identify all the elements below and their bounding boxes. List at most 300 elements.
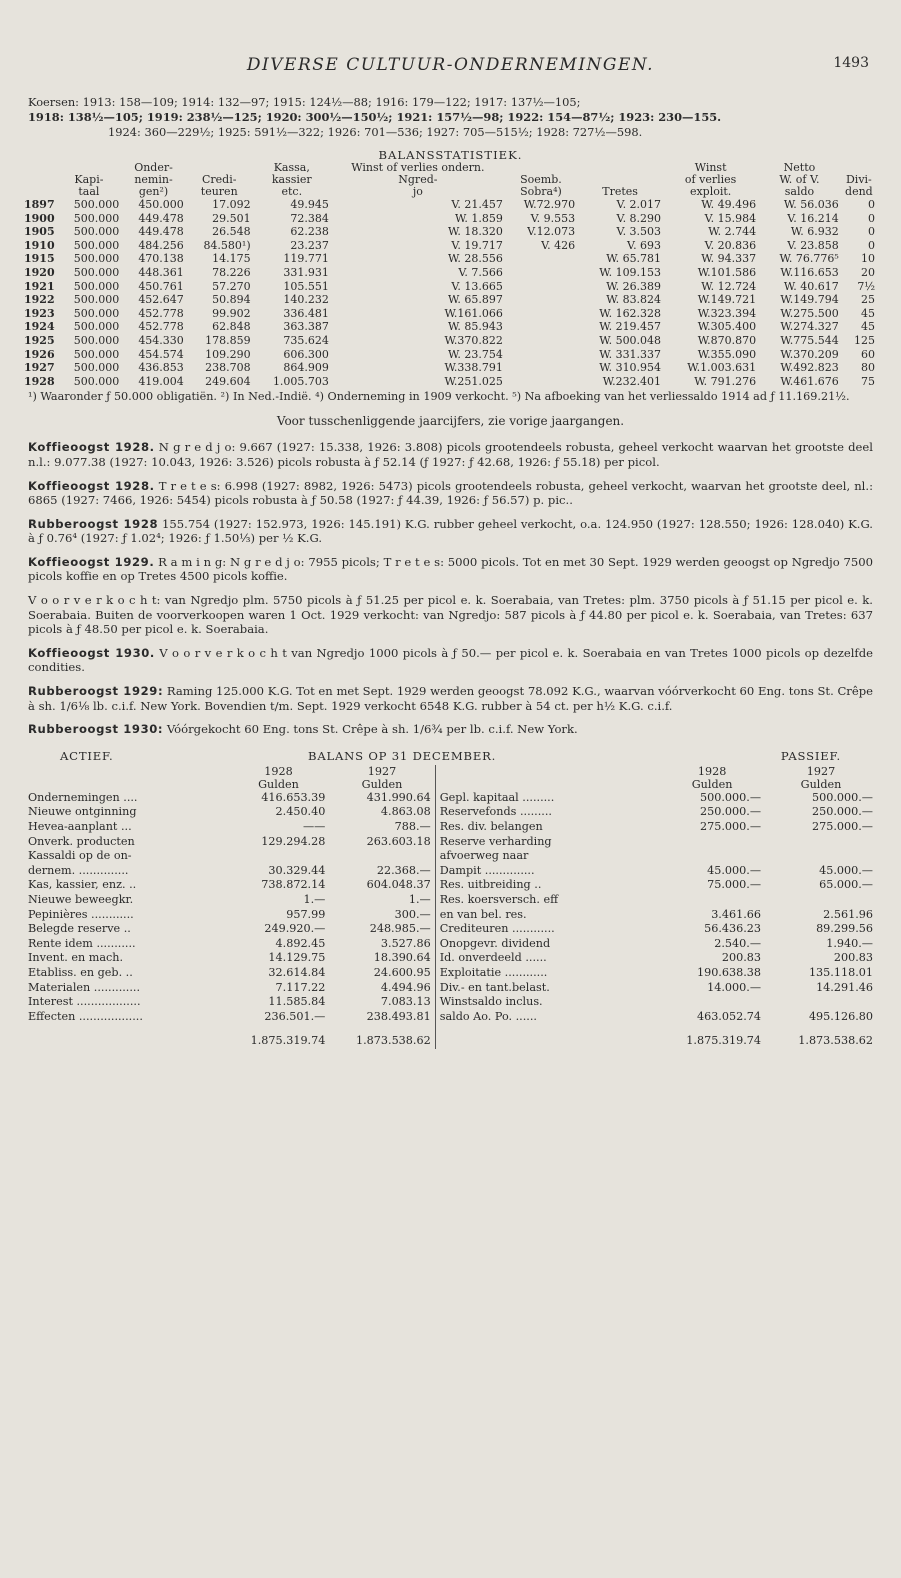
paragraph	[28, 440, 873, 469]
value-cell: 140.232	[283, 293, 329, 307]
value-cell: W. 109.153	[599, 265, 662, 279]
table-row	[24, 198, 877, 212]
value-cell: 75	[861, 374, 875, 388]
value-cell: 450.761	[138, 279, 184, 293]
value-cell: V. 23.858	[787, 238, 839, 252]
value-cell: W. 310.954	[599, 361, 662, 375]
balans-cell	[659, 849, 765, 864]
balans-cell: Winstsaldo inclus.	[435, 995, 659, 1010]
balans-total-row	[24, 1024, 877, 1049]
value-cell: W.370.209	[780, 347, 839, 361]
value-cell: W.72.970	[523, 198, 576, 211]
balans-cell	[228, 849, 330, 864]
balans-cell	[24, 778, 228, 791]
balans-cell: Gepl. kapitaal .........	[435, 791, 659, 806]
value-cell: W.492.823	[780, 361, 839, 375]
page-header	[20, 55, 881, 95]
balans-cell: saldo Ao. Po. ......	[435, 1010, 659, 1025]
value-cell: W. 26.389	[606, 279, 662, 293]
balans-year-row	[24, 765, 877, 778]
value-cell	[505, 252, 577, 266]
balans-cell: 957.99	[286, 907, 326, 921]
value-cell: V. 2.017	[616, 198, 662, 211]
table-row	[24, 922, 877, 937]
value-cell: V. 21.457	[451, 198, 503, 211]
value-cell: 29.501	[212, 211, 251, 225]
koersen-line: Koersen: 1913: 158—109; 1914: 132—97; 1915: 124½—88; 1916: 179—122; 1917: 137½—105;	[28, 95, 581, 109]
value-cell: W. 2.744	[708, 225, 757, 239]
table-row	[24, 893, 877, 908]
value-cell: 500.000	[73, 225, 120, 239]
balans-cell: Rente idem ...........	[28, 936, 136, 950]
value-cell: 500.000	[73, 361, 120, 375]
value-cell: 454.330	[138, 333, 184, 347]
value-cell: W. 85.943	[447, 320, 503, 334]
page	[0, 55, 901, 1578]
balans-cell: 495.126.80	[808, 1009, 873, 1023]
balans-cell: 2.450.40	[275, 805, 326, 819]
value-cell: 72.384	[290, 211, 329, 225]
balans-cell: Res. div. belangen	[435, 820, 659, 835]
year-cell: 1927	[24, 361, 55, 375]
balans-cell: Kas, kassier, enz. ..	[28, 878, 137, 892]
value-cell: 10	[861, 252, 875, 266]
value-cell: W.149.794	[780, 293, 839, 307]
balans-cell: afvoerweg naar	[435, 849, 659, 864]
value-cell: 60	[861, 347, 875, 361]
value-cell: 500.000	[73, 347, 120, 361]
year-cell: 1915	[24, 252, 55, 266]
value-cell: 452.778	[138, 320, 184, 334]
value-cell: W. 331.337	[599, 347, 662, 361]
table-row	[24, 908, 877, 923]
value-cell: 500.000	[73, 374, 120, 388]
paragraph-text: R a m i n g: N g r e d j o: 7955 picols; T r e t e s: 5000 picols. Tot en met 30 Sept. 1929 werden geoogst op Ngredjo 7500 picols koffie en op Tretes 4500 picols koffie.	[28, 554, 873, 584]
balans-cell: Interest ..................	[28, 995, 141, 1009]
stat-header-cell: Tretes	[602, 185, 638, 198]
value-cell: 62.238	[290, 225, 329, 239]
balans-cell: Gulden	[800, 777, 842, 791]
value-cell: 500.000	[73, 238, 120, 252]
value-cell: 331.931	[283, 265, 329, 279]
value-cell: 500.000	[73, 293, 120, 307]
value-cell	[505, 280, 577, 294]
balans-cell: 24.600.95	[373, 965, 431, 979]
balans-cell: 45.000.—	[819, 863, 873, 877]
value-cell: W.775.544	[780, 333, 839, 347]
value-cell: 864.909	[283, 361, 329, 375]
value-cell: W. 49.496	[701, 198, 757, 211]
balans-cell: 75.000.—	[707, 878, 762, 892]
value-cell: W. 1.859	[454, 211, 503, 225]
value-cell: 606.300	[283, 347, 329, 361]
balans-cell: 3.461.66	[711, 907, 762, 921]
year-cell: 1925	[24, 333, 55, 347]
balans-cell: Id. onverdeeld ......	[435, 951, 659, 966]
value-cell: 0	[868, 225, 875, 239]
stat-header-cell: Onder- nemin- gen²)	[134, 161, 173, 198]
value-cell: 45	[861, 320, 875, 334]
value-cell: W.116.653	[780, 265, 839, 279]
balans-cell: Gulden	[361, 777, 403, 791]
actief-label: ACTIEF.	[60, 748, 114, 763]
paragraph-text: V o o r v e r k o c h t: van Ngredjo plm. 5750 picols à ƒ 51.25 per picol e. k. Soerabaia, van Tretes: plm. 3750 picols à ƒ 51.15 per picol e. k. Soerabaia. Buiten de voorverkoopen waren 1 Oct. 1929 verkocht: van Ngredjo: 587 picols à ƒ 44.80 per picol e. k. Soerabaia, van Tretes: 637 picols à ƒ 48.50 per picol e. k. Soerabaia.	[28, 593, 873, 637]
balans-cell: 788.—	[394, 820, 431, 833]
balans-cell: 7.083.13	[380, 995, 431, 1009]
value-cell: 238.708	[205, 361, 251, 375]
balans-cell: 416.653.39	[261, 790, 326, 804]
value-cell: 450.000	[138, 198, 184, 211]
paragraph-title: Koffieoogst 1930.	[28, 645, 155, 660]
value-cell: 336.481	[283, 306, 329, 320]
year-cell: 1928	[24, 374, 55, 388]
koersen-text	[28, 95, 873, 140]
value-cell: 436.853	[138, 361, 184, 375]
balans-cell	[659, 893, 765, 908]
value-cell: W.323.394	[697, 306, 757, 320]
value-cell: 363.387	[283, 320, 329, 334]
value-cell	[505, 348, 577, 362]
table-row	[24, 864, 877, 879]
balans-cell	[765, 995, 877, 1010]
value-cell: 119.771	[283, 252, 329, 266]
value-cell: 448.361	[138, 265, 184, 279]
value-cell: 49.945	[290, 198, 329, 211]
balans-cell: 238.493.81	[366, 1009, 431, 1023]
paragraph	[28, 593, 873, 637]
balans-cell: 45.000.—	[707, 863, 762, 877]
value-cell: W.274.327	[780, 320, 839, 334]
balans-cell	[435, 778, 659, 791]
value-cell: 84.580¹)	[203, 238, 251, 252]
value-cell	[505, 320, 577, 334]
value-cell: W.338.791	[444, 361, 503, 375]
balans-cell: 500.000.—	[700, 790, 762, 804]
value-cell	[505, 375, 577, 389]
balans-cell: 4.863.08	[380, 805, 431, 819]
balans-cell: 1.875.319.74	[686, 1034, 762, 1048]
balans-cell: 1.—	[408, 892, 431, 906]
balans-cell: 463.052.74	[696, 1009, 762, 1023]
koersen-line: 1918: 138½—105; 1919: 238½—125; 1920: 300½—150½; 1921: 157½—98; 1922: 154—87½; 1923: 230—155.	[28, 110, 722, 124]
value-cell: W. 219.457	[599, 320, 662, 334]
value-cell: 500.000	[73, 265, 120, 279]
table-row	[24, 320, 877, 334]
balans-cell: 65.000.—	[819, 878, 873, 892]
value-cell: W. 500.048	[599, 333, 662, 347]
value-cell: W. 6.932	[790, 225, 839, 239]
table-row	[24, 849, 877, 864]
balans-cell: 1.940.—	[826, 936, 873, 950]
value-cell: 17.092	[212, 198, 251, 211]
balans-cell: Onverk. producten	[28, 834, 135, 848]
balans-cell	[765, 835, 877, 850]
balans-title: BALANS OP 31 DECEMBER.	[308, 748, 497, 763]
value-cell: W.305.400	[697, 320, 757, 334]
value-cell: 500.000	[73, 320, 120, 334]
balans-cell: 738.872.14	[261, 878, 326, 892]
balans-cell: Reserve verharding	[435, 835, 659, 850]
stat-header-cell: Netto W. of V. saldo	[779, 161, 820, 198]
stat-header-cell: Credi- teuren	[200, 173, 238, 198]
stat-header-cell: Soemb. Sobra⁴)	[520, 173, 562, 198]
balans-cell	[765, 893, 877, 908]
value-cell: W. 56.036	[783, 198, 839, 211]
balans-cell: Pepinières ............	[28, 907, 134, 921]
page-title: DIVERSE CULTUUR-ONDERNEMINGEN.	[246, 55, 655, 75]
table-row	[24, 951, 877, 966]
value-cell: 23.237	[290, 238, 329, 252]
value-cell: W.232.401	[602, 374, 662, 388]
balans-cell: 3.527.86	[380, 936, 431, 950]
value-cell: 0	[868, 211, 875, 225]
table-row	[24, 375, 877, 389]
balans-cell: Gulden	[258, 777, 299, 791]
stat-header-cell: Kassa, kassier etc.	[271, 161, 312, 198]
balans-cell: 135.118.01	[808, 965, 873, 979]
balans-header	[20, 749, 881, 765]
value-cell: 500.000	[73, 306, 120, 320]
value-cell	[505, 307, 577, 321]
value-cell: W.251.025	[444, 374, 503, 388]
balansstatistiek-table	[24, 162, 877, 388]
value-cell: W. 12.724	[701, 279, 757, 293]
balans-cell: 2.561.96	[823, 907, 873, 921]
stat-header-cell: Winst of verlies ondern. Ngred- jo	[351, 161, 485, 198]
value-cell: 449.478	[138, 211, 184, 225]
balans-cell: 236.501.—	[264, 1009, 326, 1023]
value-cell: W. 83.824	[606, 293, 662, 307]
table-row	[24, 995, 877, 1010]
value-cell: W.275.500	[780, 306, 839, 320]
balans-cell	[435, 765, 659, 778]
value-cell: W.355.090	[697, 347, 757, 361]
stat-header-cell: Winst of verlies exploit.	[684, 161, 737, 198]
paragraph-text: 155.754 (1927: 152.973, 1926: 145.191) K.G. rubber geheel verkocht, o.a. 124.950 (1927: 128.550; 1926: 128.040) K.G. à ƒ 0.76⁴ (1927: ƒ 1.02⁴; 1926: ƒ 1.50⅓) per ½ K.G.	[28, 516, 873, 546]
balans-cell: 1.873.538.62	[355, 1034, 431, 1048]
balans-cell: Reservefonds .........	[435, 805, 659, 820]
value-cell: V. 16.214	[787, 211, 839, 225]
table-row	[24, 805, 877, 820]
value-cell: 125	[854, 333, 875, 347]
value-cell: 20	[861, 265, 875, 279]
value-cell: 78.226	[212, 265, 251, 279]
balans-cell: 129.294.28	[261, 834, 326, 848]
balansstatistiek-title: BALANSSTATISTIEK.	[378, 148, 523, 162]
balans-cell: Belegde reserve ..	[28, 922, 131, 936]
year-cell: 1905	[24, 225, 55, 239]
table-row	[24, 348, 877, 362]
value-cell: 452.778	[138, 306, 184, 320]
balans-cell: Effecten ..................	[28, 1009, 143, 1023]
balans-section	[20, 749, 881, 1049]
value-cell: W. 23.754	[447, 347, 503, 361]
paragraph-text: N g r e d j o: 9.667 (1927: 15.338, 1926: 3.808) picols grootendeels robusta, geheel verkocht waarvan het grootste deel n.l.: 9.077.38 (1927: 10.043, 1926: 3.526) picols robusta à ƒ 52.14 (ƒ 1927: ƒ 42.68, 1926: ƒ 55.18) per picol.	[28, 440, 873, 469]
value-cell: W.370.822	[444, 333, 503, 347]
value-cell: 80	[861, 361, 875, 375]
value-cell: 500.000	[73, 333, 120, 347]
balans-cell: Ondernemingen ....	[28, 790, 138, 804]
table-row	[24, 878, 877, 893]
value-cell: V. 13.665	[451, 279, 503, 293]
table-row	[24, 266, 877, 280]
balans-cell	[24, 765, 228, 778]
balans-cell: 14.000.—	[707, 980, 762, 994]
value-cell: 500.000	[73, 198, 120, 211]
paragraph-title: Koffieoogst 1928.	[28, 478, 155, 493]
balans-cell: 248.985.—	[369, 922, 431, 936]
balans-cell: 250.000.—	[700, 805, 762, 819]
value-cell: W.149.721	[697, 293, 757, 307]
year-cell: 1924	[24, 320, 55, 334]
value-cell: 500.000	[73, 252, 120, 266]
value-cell: 45	[861, 306, 875, 320]
value-cell: 178.859	[205, 333, 251, 347]
balans-cell: Etabliss. en geb. ..	[28, 965, 133, 979]
footnotes: ¹) Waaronder ƒ 50.000 obligatiën. ²) In Ned.-Indië. ⁴) Onderneming in 1909 verkocht. ⁵) Na afboeking van het verliessaldo 1914 ad ƒ 11.169.21½.	[28, 390, 850, 404]
table-row	[24, 791, 877, 806]
balans-cell: 2.540.—	[714, 936, 762, 950]
balans-cell: Nieuwe ontginning	[28, 805, 137, 819]
balans-cell: 89.299.56	[816, 922, 873, 936]
balans-cell: 56.436.23	[704, 922, 762, 936]
value-cell: V. 7.566	[458, 265, 503, 279]
paragraph-title: Koffieoogst 1929.	[28, 554, 155, 569]
balans-cell: Materialen .............	[28, 980, 141, 994]
value-cell: W.461.676	[780, 374, 839, 388]
balans-cell: 7.117.22	[275, 980, 326, 994]
paragraph-title: Rubberoogst 1928	[28, 516, 159, 531]
balans-cell: 1928	[697, 764, 727, 778]
value-cell: V. 19.717	[451, 238, 503, 252]
value-cell: W. 162.328	[599, 306, 662, 320]
value-cell	[505, 361, 577, 375]
value-cell: V. 426	[541, 238, 576, 252]
value-cell: W.870.870	[697, 333, 757, 347]
balans-cell: 200.83	[721, 951, 762, 965]
table-row	[24, 981, 877, 996]
balans-cell: 200.83	[833, 951, 873, 965]
balans-cell: 14.291.46	[816, 980, 873, 994]
value-cell: W. 76.776⁵	[779, 252, 839, 266]
balans-cell: 1.—	[303, 892, 326, 906]
table-row	[24, 239, 877, 253]
table-row	[24, 252, 877, 266]
balans-cell: ——	[302, 820, 326, 833]
balans-cell: 1928	[264, 764, 293, 778]
table-row	[24, 1010, 877, 1025]
value-cell	[505, 293, 577, 307]
table-row	[24, 820, 877, 835]
balans-cell: Dampit ..............	[435, 864, 659, 879]
value-cell: 26.548	[212, 225, 251, 239]
balans-cell: 604.048.37	[366, 878, 431, 892]
value-cell: 0	[868, 238, 875, 252]
value-cell: 249.604	[205, 374, 251, 388]
balans-cell	[765, 849, 877, 864]
value-cell: 470.138	[138, 252, 184, 266]
value-cell: W. 791.276	[694, 374, 757, 388]
balans-cell: 1927	[806, 764, 836, 778]
stat-header-cell	[24, 162, 57, 198]
balans-cell: 22.368.—	[376, 863, 431, 877]
value-cell: 25	[861, 293, 875, 307]
paragraph-text: T r e t e s: 6.998 (1927: 8982, 1926: 5473) picols grootendeels robusta, geheel verkocht, waarvan het grootste deel, nl.: 6865 (1927: 7466, 1926: 5454) picols robusta à ƒ 50.58 (1927: ƒ 44.39, 1926: ƒ 56.57) p. pic..	[28, 478, 873, 508]
year-cell: 1910	[24, 238, 55, 252]
balans-cell: Hevea-aanplant ...	[28, 820, 132, 833]
balans-cell: Invent. en mach.	[28, 951, 124, 965]
stat-header-row	[24, 162, 877, 198]
value-cell	[505, 266, 577, 280]
balans-cell: 18.390.64	[373, 951, 431, 965]
year-cell: 1922	[24, 293, 55, 307]
value-cell: W. 40.617	[783, 279, 839, 293]
balans-cell: 249.920.—	[264, 922, 326, 936]
balans-cell: 275.000.—	[811, 820, 873, 833]
table-row	[24, 307, 877, 321]
value-cell: 500.000	[73, 211, 120, 225]
balans-cell: Nieuwe beweegkr.	[28, 892, 134, 906]
value-cell: V.12.073	[527, 225, 576, 239]
balans-cell: 4.892.45	[275, 936, 326, 950]
balans-cell	[24, 1024, 228, 1049]
value-cell: 109.290	[205, 347, 251, 361]
value-cell: 500.000	[73, 279, 120, 293]
table-row	[24, 225, 877, 239]
paragraph	[28, 646, 873, 675]
table-row	[24, 293, 877, 307]
paragraphs	[20, 440, 881, 737]
balans-cell	[659, 835, 765, 850]
table-row	[24, 966, 877, 981]
value-cell: 7½	[857, 279, 875, 293]
value-cell: W. 18.320	[447, 225, 503, 239]
passief-label: PASSIEF.	[780, 748, 841, 763]
value-cell: W. 65.781	[606, 252, 662, 266]
value-cell: 452.647	[138, 293, 184, 307]
value-cell: V. 20.836	[704, 238, 757, 252]
paragraph	[28, 722, 873, 737]
koersen-line: 1924: 360—229½; 1925: 591½—322; 1926: 701—536; 1927: 705—515½; 1928: 727½—598.	[108, 125, 643, 139]
value-cell: 50.894	[212, 293, 251, 307]
paragraph-text: V o o r v e r k o c h t van Ngredjo 1000 picols à ƒ 50.— per picol e. k. Soerabaia en van Tretes 1000 picols op dezelfde condities.	[28, 645, 873, 675]
year-cell: 1926	[24, 347, 55, 361]
page-number: 1493	[833, 55, 869, 71]
value-cell: 484.256	[138, 238, 184, 252]
paragraph	[28, 684, 873, 713]
value-cell: 1.005.703	[272, 374, 329, 388]
balans-cell: Onopgevr. dividend	[435, 937, 659, 952]
balans-cell: 500.000.—	[811, 790, 873, 804]
value-cell: 99.902	[212, 306, 251, 320]
value-cell: 57.270	[212, 279, 251, 293]
table-row	[24, 361, 877, 375]
balans-cell: dernem. ..............	[28, 863, 129, 877]
balans-cell: 250.000.—	[811, 805, 873, 819]
balans-cell: 30.329.44	[268, 863, 326, 877]
value-cell: V. 15.984	[704, 211, 757, 225]
balans-cell: Div.- en tant.belast.	[435, 981, 659, 996]
balans-cell: 1.873.538.62	[798, 1034, 873, 1048]
value-cell: 735.624	[283, 333, 329, 347]
table-row	[24, 835, 877, 850]
balans-cell	[659, 995, 765, 1010]
paragraph	[28, 479, 873, 508]
value-cell: W.161.066	[444, 306, 503, 320]
year-cell: 1900	[24, 211, 55, 225]
paragraph	[28, 555, 873, 584]
value-cell: 14.175	[212, 252, 251, 266]
